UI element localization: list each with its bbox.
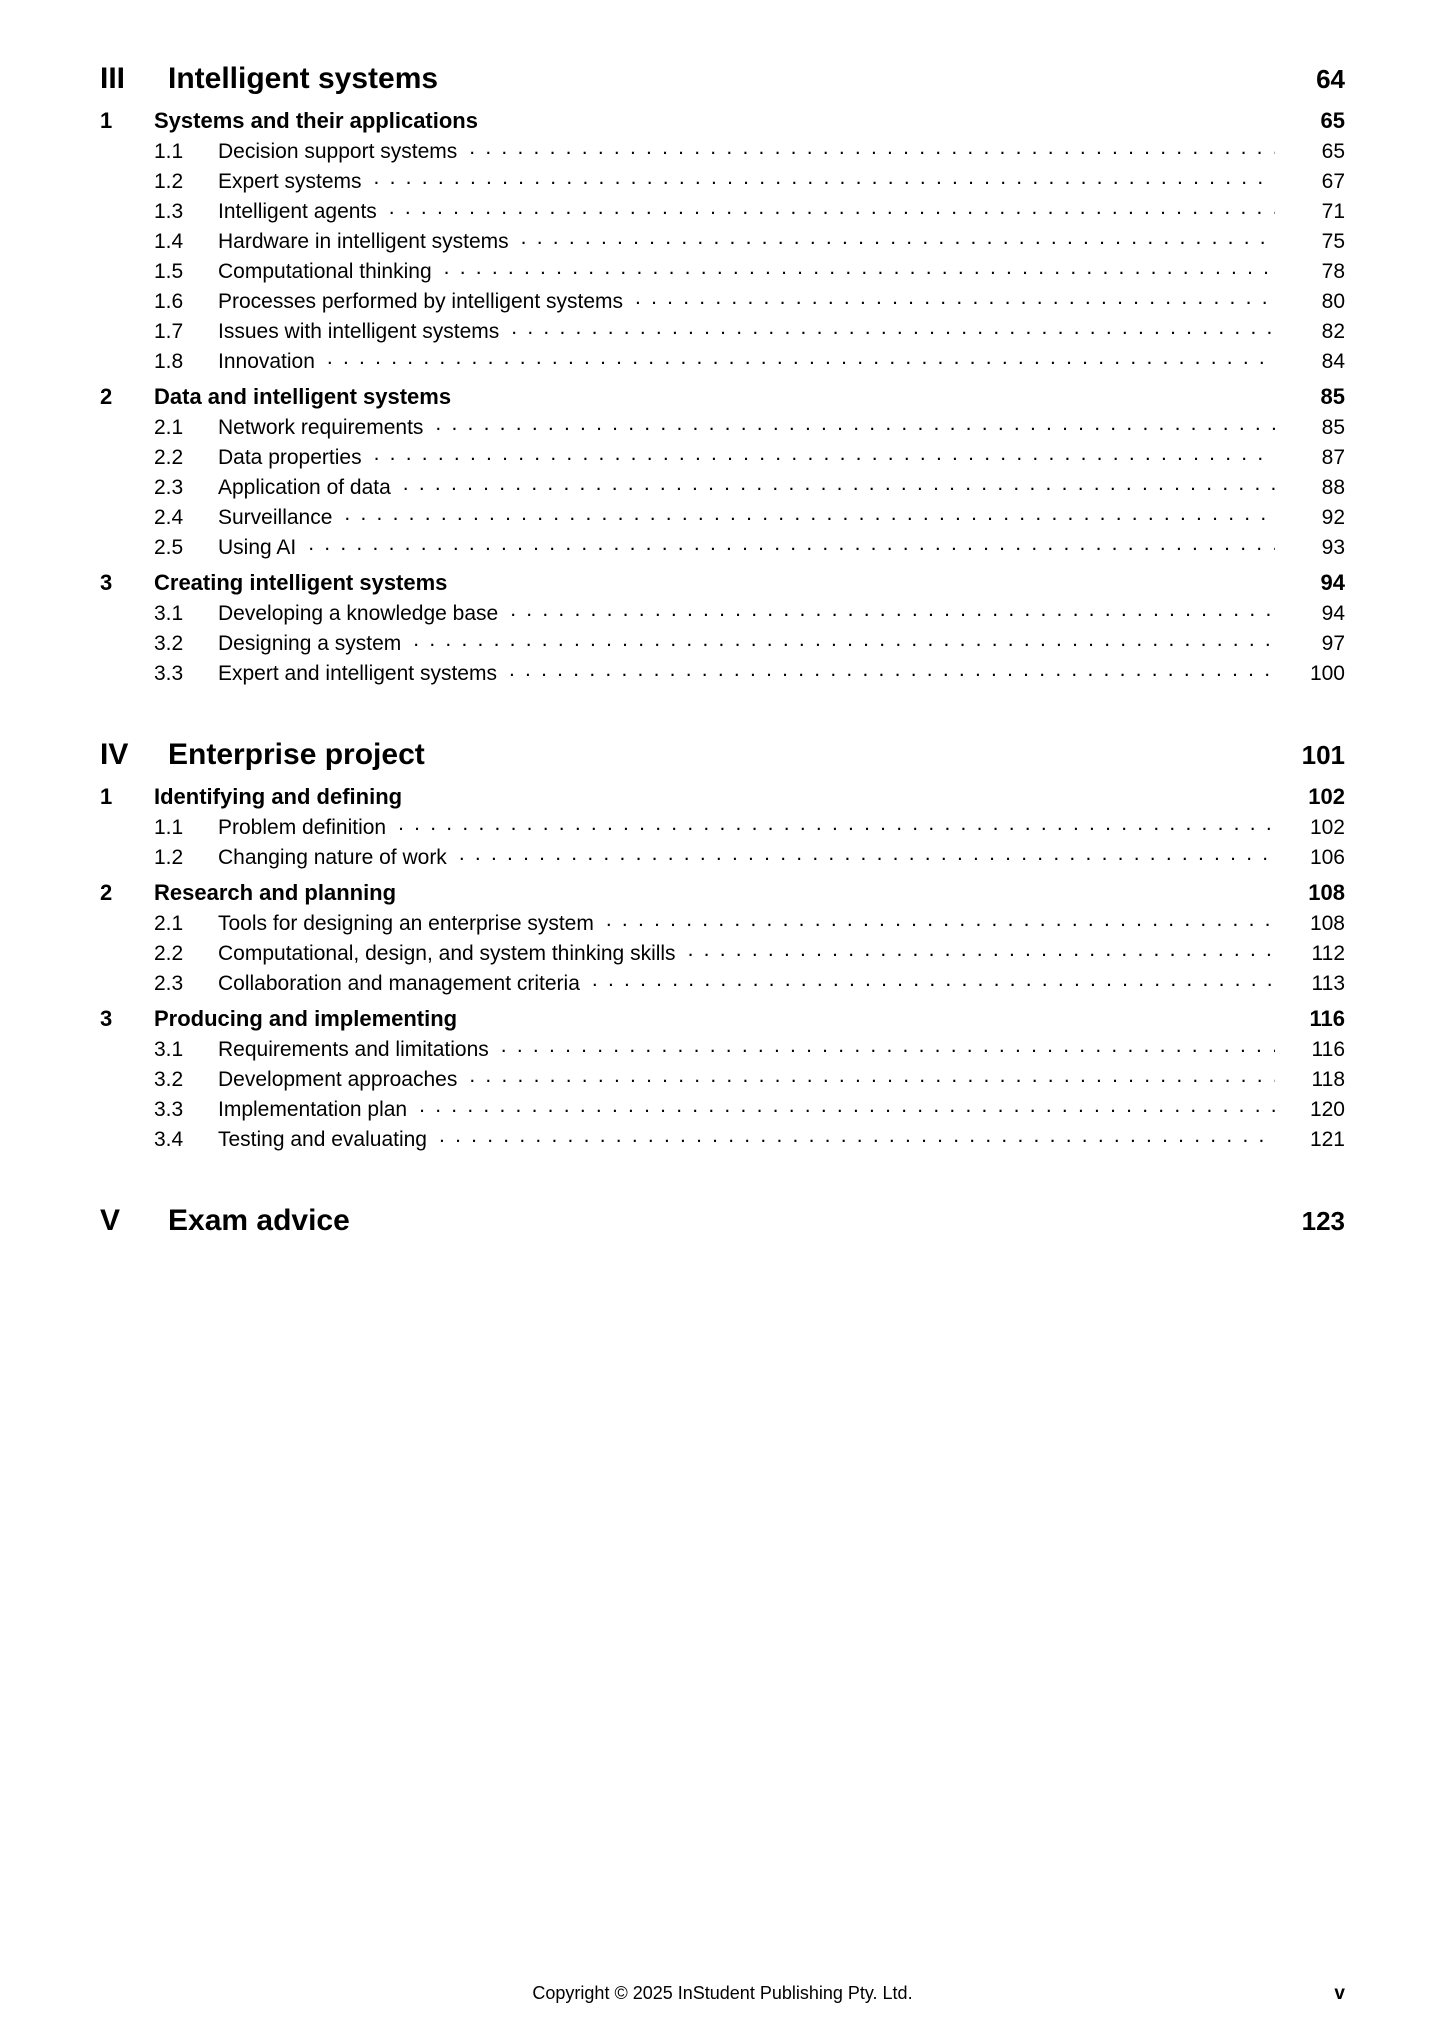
section-page-number: 113 [1311,972,1345,995]
chapter-page-number: 94 [1320,570,1345,595]
section-title: Tools for designing an enterprise system [218,912,594,935]
section-number: 3.1 [154,1038,184,1061]
section-page-number: 75 [1321,230,1345,253]
section-title: Collaboration and management criteria [218,972,580,995]
part-numeral: IV [100,738,129,771]
chapter-page-number: 102 [1308,784,1345,809]
dot-leader [327,352,1275,368]
section-page-number: 84 [1321,350,1345,373]
section-title: Changing nature of work [218,846,447,869]
section-page-number: 92 [1321,506,1345,529]
section-page-number: 67 [1321,170,1345,193]
section-number: 1.5 [154,260,184,283]
section-number: 2.1 [154,912,184,935]
section-title: Hardware in intelligent systems [218,230,509,253]
toc-section[interactable] [100,942,1345,966]
section-page-number: 102 [1309,816,1345,839]
toc-chapter[interactable] [100,384,1345,410]
section-title: Processes performed by intelligent systems [218,290,623,313]
section-title: Network requirements [218,416,424,439]
dot-leader [469,1070,1275,1086]
section-page-number: 71 [1321,200,1345,223]
toc-section[interactable] [100,416,1345,440]
dot-leader [419,1100,1275,1116]
chapter-title: Research and planning [154,880,397,905]
table-of-contents [100,62,1345,1250]
toc-section[interactable] [100,1038,1345,1062]
toc-section[interactable] [100,846,1345,870]
section-page-number: 106 [1309,846,1345,869]
section-title: Implementation plan [218,1098,408,1121]
section-number: 3.1 [154,602,184,625]
chapter-number: 2 [100,384,113,409]
chapter-number: 1 [100,108,113,133]
section-page-number: 121 [1309,1128,1345,1151]
chapter-title: Systems and their applications [154,108,478,133]
chapter-page-number: 116 [1309,1006,1345,1031]
toc-section[interactable] [100,632,1345,656]
section-number: 1.8 [154,350,184,373]
toc-section[interactable] [100,476,1345,500]
chapter-number: 2 [100,880,113,905]
section-page-number: 100 [1309,662,1345,685]
part-spacer [100,686,1345,708]
section-number: 2.3 [154,972,184,995]
toc-section[interactable] [100,446,1345,470]
section-title: Intelligent agents [218,200,377,223]
dot-leader [592,974,1275,990]
part-title: Exam advice [168,1204,350,1237]
part-numeral: III [100,62,126,95]
dot-leader [344,508,1275,524]
section-title: Development approaches [218,1068,458,1091]
section-page-number: 120 [1309,1098,1345,1121]
section-number: 1.3 [154,200,184,223]
toc-section[interactable] [100,320,1345,344]
toc-chapter[interactable] [100,570,1345,596]
section-title: Computational, design, and system thinking skills [218,942,676,965]
part-page-number: 64 [1316,64,1345,94]
section-page-number: 88 [1321,476,1345,499]
section-title: Decision support systems [218,140,458,163]
dot-leader [511,322,1275,338]
dot-leader [635,292,1275,308]
section-page-number: 112 [1311,942,1345,965]
section-page-number: 85 [1321,416,1345,439]
chapter-number: 3 [100,570,113,595]
toc-section[interactable] [100,170,1345,194]
chapter-page-number: 108 [1308,880,1345,905]
section-title: Expert and intelligent systems [218,662,497,685]
part-title: Intelligent systems [168,62,439,95]
toc-section[interactable] [100,200,1345,224]
section-page-number: 116 [1311,1038,1345,1061]
dot-leader [510,604,1275,620]
page-footer [0,1983,1445,2013]
section-title: Data properties [218,446,362,469]
dot-leader [439,1130,1275,1146]
section-page-number: 108 [1309,912,1345,935]
section-number: 3.2 [154,632,184,655]
section-title: Problem definition [218,816,387,839]
chapter-title: Data and intelligent systems [154,384,452,409]
dot-leader [374,172,1275,188]
toc-part-v[interactable] [100,1204,1345,1238]
section-number: 1.2 [154,846,184,869]
section-title: Expert systems [218,170,362,193]
toc-section[interactable] [100,972,1345,996]
part-spacer [100,1152,1345,1174]
section-number: 1.6 [154,290,184,313]
dot-leader [308,538,1275,554]
toc-section[interactable] [100,602,1345,626]
toc-part-iv[interactable] [100,738,1345,772]
toc-chapter[interactable] [100,880,1345,906]
toc-section[interactable] [100,662,1345,686]
part-page-number: 101 [1301,740,1345,770]
toc-chapter[interactable] [100,1006,1345,1032]
section-number: 1.1 [154,816,184,839]
section-page-number: 65 [1321,140,1345,163]
section-number: 2.3 [154,476,184,499]
toc-part-iii[interactable] [100,62,1345,96]
page-folio: v [1334,1983,1345,2004]
chapter-number: 1 [100,784,113,809]
section-number: 1.1 [154,140,184,163]
section-title: Using AI [218,536,297,559]
toc-section[interactable] [100,816,1345,840]
section-number: 3.3 [154,1098,184,1121]
chapter-title: Creating intelligent systems [154,570,448,595]
chapter-number: 3 [100,1006,113,1031]
section-page-number: 82 [1321,320,1345,343]
dot-leader [469,142,1275,158]
section-number: 2.1 [154,416,184,439]
section-title: Application of data [218,476,391,499]
section-page-number: 94 [1321,602,1345,625]
toc-section[interactable] [100,290,1345,314]
chapter-page-number: 85 [1320,384,1345,409]
dot-leader [509,664,1275,680]
toc-section[interactable] [100,1128,1345,1152]
toc-section[interactable] [100,506,1345,530]
dot-leader [459,848,1275,864]
section-title: Innovation [218,350,315,373]
section-number: 2.2 [154,942,184,965]
toc-section[interactable] [100,536,1345,560]
dot-leader [389,202,1275,218]
section-page-number: 78 [1321,260,1345,283]
section-page-number: 93 [1321,536,1345,559]
section-page-number: 87 [1321,446,1345,469]
dot-leader [606,914,1275,930]
section-page-number: 118 [1311,1068,1345,1091]
section-title: Surveillance [218,506,333,529]
toc-section[interactable] [100,350,1345,374]
dot-leader [435,418,1275,434]
toc-chapter[interactable] [100,108,1345,134]
copyright-notice: Copyright © 2025 InStudent Publishing Pty. Ltd. [532,1983,913,2003]
dot-leader [688,944,1275,960]
dot-leader [444,262,1275,278]
section-number: 2.2 [154,446,184,469]
chapter-title: Identifying and defining [154,784,403,809]
section-title: Testing and evaluating [218,1128,427,1151]
section-title: Computational thinking [218,260,432,283]
toc-section[interactable] [100,1068,1345,1092]
dot-leader [398,818,1275,834]
section-number: 3.2 [154,1068,184,1091]
dot-leader [403,478,1275,494]
toc-chapter[interactable] [100,784,1345,810]
section-number: 2.4 [154,506,184,529]
section-title: Designing a system [218,632,402,655]
section-number: 2.5 [154,536,184,559]
section-title: Requirements and limitations [218,1038,489,1061]
section-number: 3.3 [154,662,184,685]
toc-section[interactable] [100,260,1345,284]
dot-leader [413,634,1275,650]
section-title: Developing a knowledge base [218,602,499,625]
part-title: Enterprise project [168,738,425,771]
section-number: 1.2 [154,170,184,193]
toc-section[interactable] [100,140,1345,164]
toc-section[interactable] [100,230,1345,254]
section-page-number: 97 [1321,632,1345,655]
section-number: 3.4 [154,1128,184,1151]
toc-section[interactable] [100,912,1345,936]
section-number: 1.4 [154,230,184,253]
chapter-page-number: 65 [1320,108,1345,133]
part-page-number: 123 [1301,1206,1345,1236]
section-title: Issues with intelligent systems [218,320,500,343]
section-page-number: 80 [1321,290,1345,313]
toc-section[interactable] [100,1098,1345,1122]
section-number: 1.7 [154,320,184,343]
part-numeral: V [100,1204,121,1237]
dot-leader [521,232,1275,248]
chapter-title: Producing and implementing [154,1006,458,1031]
dot-leader [374,448,1275,464]
dot-leader [501,1040,1275,1056]
